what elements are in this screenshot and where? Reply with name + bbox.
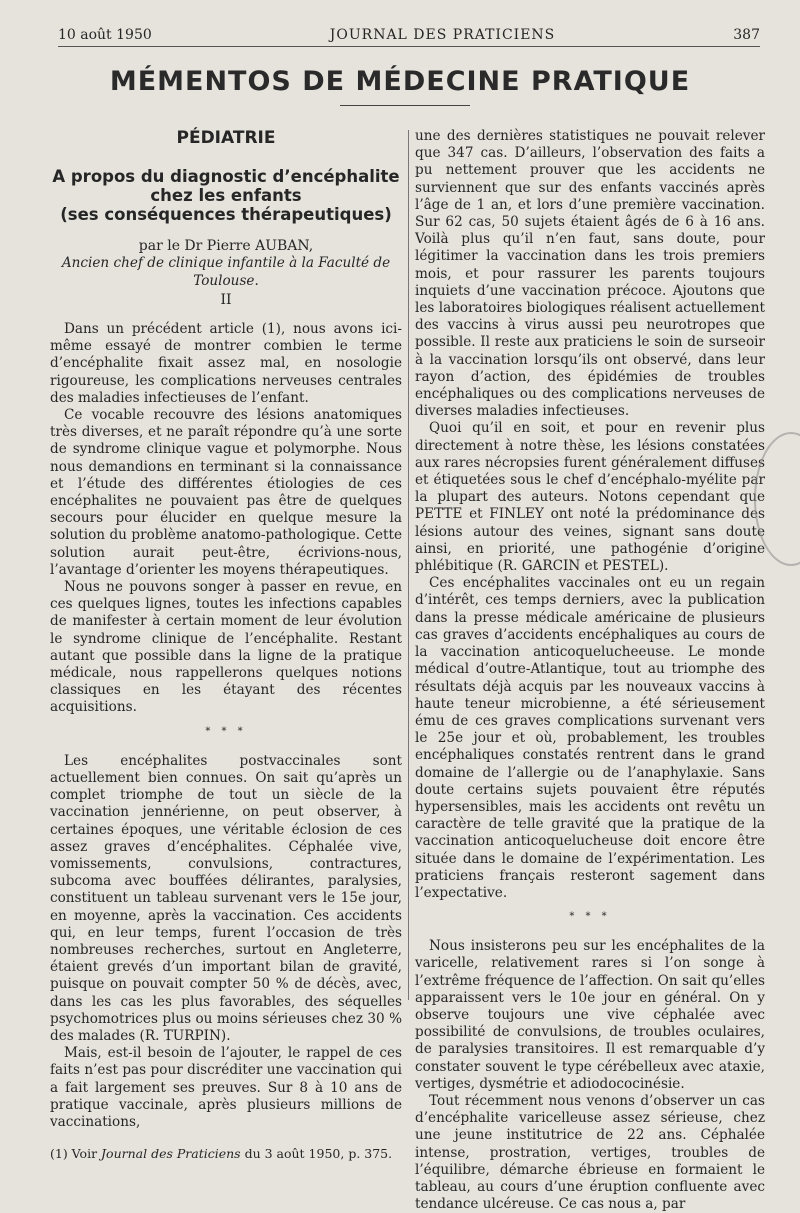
article-title-line: (ses conséquences thérapeutiques) [60, 205, 392, 225]
title-rule [340, 105, 470, 106]
author-affiliation: Ancien chef de clinique infantile à la Faculté de Toulouse. [61, 255, 391, 289]
footnote-prefix: (1) Voir [50, 1146, 98, 1162]
paragraph: une des dernières statistiques ne pouvait relever que 347 cas. D’ailleurs, l’observation des faits a pu nettement prouver que les accidents ne surviennent que sur des enfants vaccinés après l’âge de 1 an, et lors d’une première vaccination. Sur 62 cas, 50 sujets étaient âgés de 6 à 16 ans. Voilà plus qu’il n’en faut, sans doute, pour légitimer la vaccination dans les trois premiers mois, et pour rassurer les parents toujours inquiets d’une vaccination précoce. Ajoutons que les laboratoires biologiques réalisent actuellement des vaccins à virus aussi peu neurotropes que possible. Il reste aux praticiens le soin de surseoir à la vaccination lorsqu’ils ont observé, dans leur rayon d’action, des épidémies de troubles encéphaliques ou des complications nerveuses de diverses maladies infectieuses. [415, 128, 765, 420]
paragraph: Quoi qu’il en soit, et pour en revenir plus directement à notre thèse, les lésions constatées aux rares nécropsies furent généralement diffuses et étiquetées sous le chef d’encéphalo-myélite par la plupart des auteurs. Notons cependant que PETTE et FINLEY ont noté la prédominance des lésions autour des veines, signant sans doute ainsi, en priorité, une pathogénie d’origine phlébitique (R. GARCIN et PESTEL). [415, 420, 765, 575]
paragraph: Nous ne pouvons songer à passer en revue, en ces quelques lignes, toutes les infections capables de manifester à certain moment de leur évolution le syndrome clinique de l’encéphalite. Restant autant que possible dans la ligne de la pratique médicale, nous rappellerons quelques notions classiques en les étayant des récentes acquisitions. [50, 579, 402, 716]
page-number: 387 [733, 27, 760, 43]
paragraph: Les encéphalites postvaccinales sont actuellement bien connues. On sait qu’après un complet triomphe de tout un siècle de la vaccination jennérienne, on peut observer, à certaines époques, une véritable éclosion de ces assez graves d’encéphalites. Céphalée vive, vomissements, convulsions, contractures, subcoma avec bouffées délirantes, paralysies, constituent un tableau survenant vers le 15e jour, en moyenne, après la vaccination. Ces accidents qui, en leur temps, furent l’occasion de très nombreuses recherches, surtout en Angleterre, étaient grevés d’un important bilan de gravité, puisque on pouvait compter 50 % de décès, avec, dans les cas les plus favorables, des séquelles psychomotrices plus ou moins sérieuses chez 30 % des malades (R. TURPIN). [50, 752, 402, 1044]
article-title-line: A propos du diagnostic d’encéphalite [52, 167, 400, 187]
right-column [415, 128, 765, 1213]
paragraph: Dans un précédent article (1), nous avons ici-même essayé de montrer combien le terme d’encéphalite fixait assez mal, en nosologie rigoureuse, les complications nerveuses centrales des maladies infectieuses de l’enfant. [50, 321, 402, 406]
paragraph: Ce vocable recouvre des lésions anatomiques très diverses, et ne paraît répondre qu’à une sorte de syndrome clinique vague et polymorphe. Nous nous demandions en terminant si la connaissance et l’étude des différentes étiologies de ces encéphalites ne pouvaient pas être de quelques secours pour élucider en quelque mesure la solution du problème anatomo-pathologique. Cette solution aurait peut-être, écrivions-nous, l’avantage d’orienter les moyens thérapeutiques. [50, 407, 402, 578]
paragraph: Tout récemment nous venons d’observer un cas d’encéphalite varicelleuse assez sérieuse, chez une jeune institutrice de 22 ans. Céphalée intense, prostration, vertiges, troubles de l’équilibre, démarche ébrieuse en formaient le tableau, au cours d’une éruption confluente avec tendance ulcéreuse. Ce cas nous a, par [415, 1092, 765, 1213]
part-number: II [220, 291, 232, 308]
section-separator: * * * [205, 725, 247, 737]
paragraph: Mais, est-il besoin de l’ajouter, le rappel de ces faits n’est pas pour discréditer une vaccination qui a fait largement ses preuves. Sur 8 à 10 ans de pratique vaccinale, après plusieurs millions de vaccinations, [50, 1045, 402, 1130]
category-heading: PÉDIATRIE [176, 128, 276, 148]
issue-date: 10 août 1950 [58, 27, 152, 43]
running-head [58, 24, 760, 47]
footnote [50, 1145, 402, 1162]
footnote-suffix: du 3 août 1950, p. 375. [244, 1146, 393, 1162]
footnote-journal: Journal des Praticiens [101, 1146, 241, 1162]
section-title: MÉMENTOS DE MÉDECINE PRATIQUE [109, 66, 691, 97]
article-title [50, 167, 402, 224]
article-author: par le Dr Pierre AUBAN, [138, 238, 314, 255]
column-divider [408, 130, 409, 1000]
journal-name: JOURNAL DES PRATICIENS [329, 27, 556, 43]
paragraph: Nous insisterons peu sur les encéphalites de la varicelle, relativement rares si l’on songe à l’extrême fréquence de l’affection. On sait qu’elles apparaissent vers le 10e jour en général. On y observe toujours une vive céphalée avec possibilité de convulsions, de troubles oculaires, de paralysies transitoires. Il est remarquable d’y constater souvent le type cérébelleux avec ataxie, vertiges, dysmétrie et adiodococinésie. [415, 938, 765, 1092]
paragraph: Ces encéphalites vaccinales ont eu un regain d’intérêt, ces temps derniers, avec la publication dans la presse médicale américaine de plusieurs cas graves d’accidents encéphaliques au cours de la vaccination anticoquelucheeuse. Le monde médical d’outre-Atlantique, tout au triomphe des résultats déjà acquis par les nouveaux vaccins à haute teneur microbienne, a été sérieusement ému de ces graves complications survenant vers le 25e jour et où, probablement, les troubles encéphaliques constatés rentrent dans le grand domaine de l’allergie ou de l’anaphylaxie. Sans doute certains sujets pouvaient être réputés hypersensibles, mais les accidents ont revêtu un caractère de telle gravité que la pratique de la vaccination anticoquelucheuse doit encore être située dans le domaine de l’expérimentation. Les praticiens français resteront sagement dans l’expectative. [415, 575, 765, 901]
section-separator: * * * [569, 911, 611, 923]
left-column [50, 128, 402, 1162]
article-title-line: chez les enfants [150, 186, 302, 206]
